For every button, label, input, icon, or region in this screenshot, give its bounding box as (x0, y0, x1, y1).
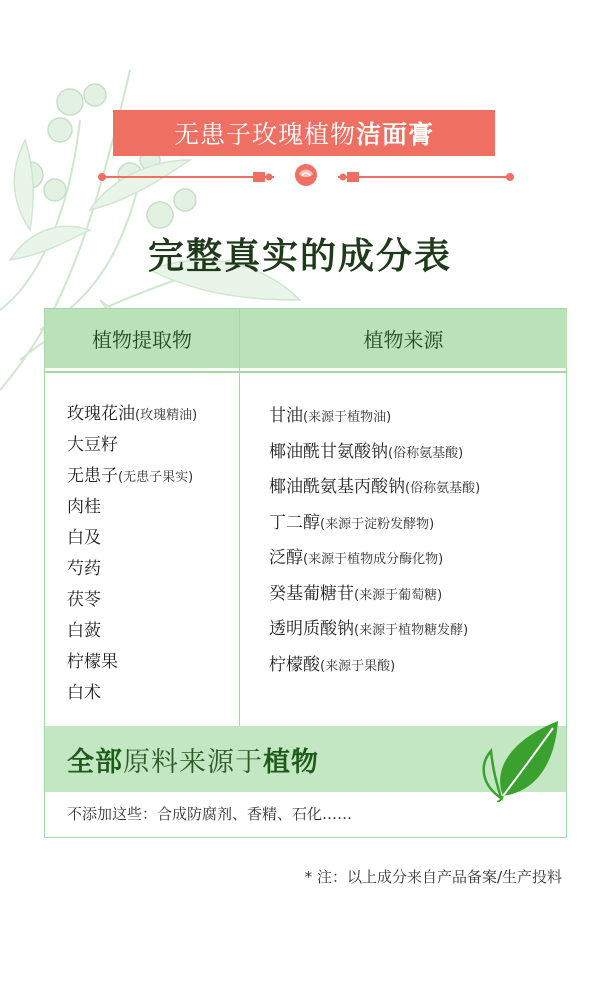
list-item: 柠檬酸(来源于果酸) (269, 654, 396, 675)
list-item: 柠檬果 (67, 652, 118, 672)
list-item: 白术 (67, 683, 101, 703)
list-item: 椰油酰甘氨酸钠(俗称氨基酸) (269, 441, 464, 462)
list-item: 泛醇(来源于植物成分酶化物) (269, 548, 444, 568)
list-item: 白及 (67, 528, 101, 548)
list-item: 芍药 (67, 559, 101, 579)
plant-sources-list (269, 399, 480, 683)
plant-extracts-list (67, 399, 197, 709)
product-title-text: 无患子玫瑰植物 (173, 120, 356, 149)
rose-divider-ornament (94, 162, 518, 188)
summary-bar (45, 726, 566, 792)
no-additives-statement: 不添加这些：合成防腐剂、香精、石化…… (67, 805, 353, 823)
list-item: 白蔹 (67, 621, 101, 641)
list-item: 玫瑰花油(玫瑰精油) (67, 404, 198, 424)
ingredient-table (44, 308, 567, 838)
column-divider (239, 309, 240, 726)
list-item: 肉桂 (67, 497, 101, 517)
list-item: 甘油(来源于植物油) (269, 406, 392, 426)
list-item: 大豆籽 (67, 435, 118, 455)
header-divider (45, 371, 566, 373)
column-header-plant-extracts: 植物提取物 (45, 309, 239, 368)
summary-text: 全部原料来源于植物 (67, 747, 319, 778)
product-title-banner (113, 110, 495, 156)
list-item: 癸基葡糖苷(来源于葡萄糖) (269, 583, 443, 604)
page-heading: 完整真实的成分表 (147, 236, 452, 277)
list-item: 椰油酰氨基丙酸钠(俗称氨基酸) (269, 477, 481, 497)
rose-icon (295, 164, 317, 186)
product-title-bold: 洁面膏 (356, 120, 435, 149)
column-header-plant-sources: 植物来源 (240, 309, 567, 368)
list-item: 透明质酸钠(来源于植物糖发酵) (269, 619, 469, 639)
list-item: 无患子(无患子果实) (67, 466, 194, 486)
leaf-icon (463, 716, 565, 802)
list-item: 丁二醇(来源于淀粉发酵物) (269, 512, 435, 533)
list-item: 茯苓 (67, 590, 101, 610)
footnote: * 注：以上成分来自产品备案/生产投料 (304, 868, 562, 886)
